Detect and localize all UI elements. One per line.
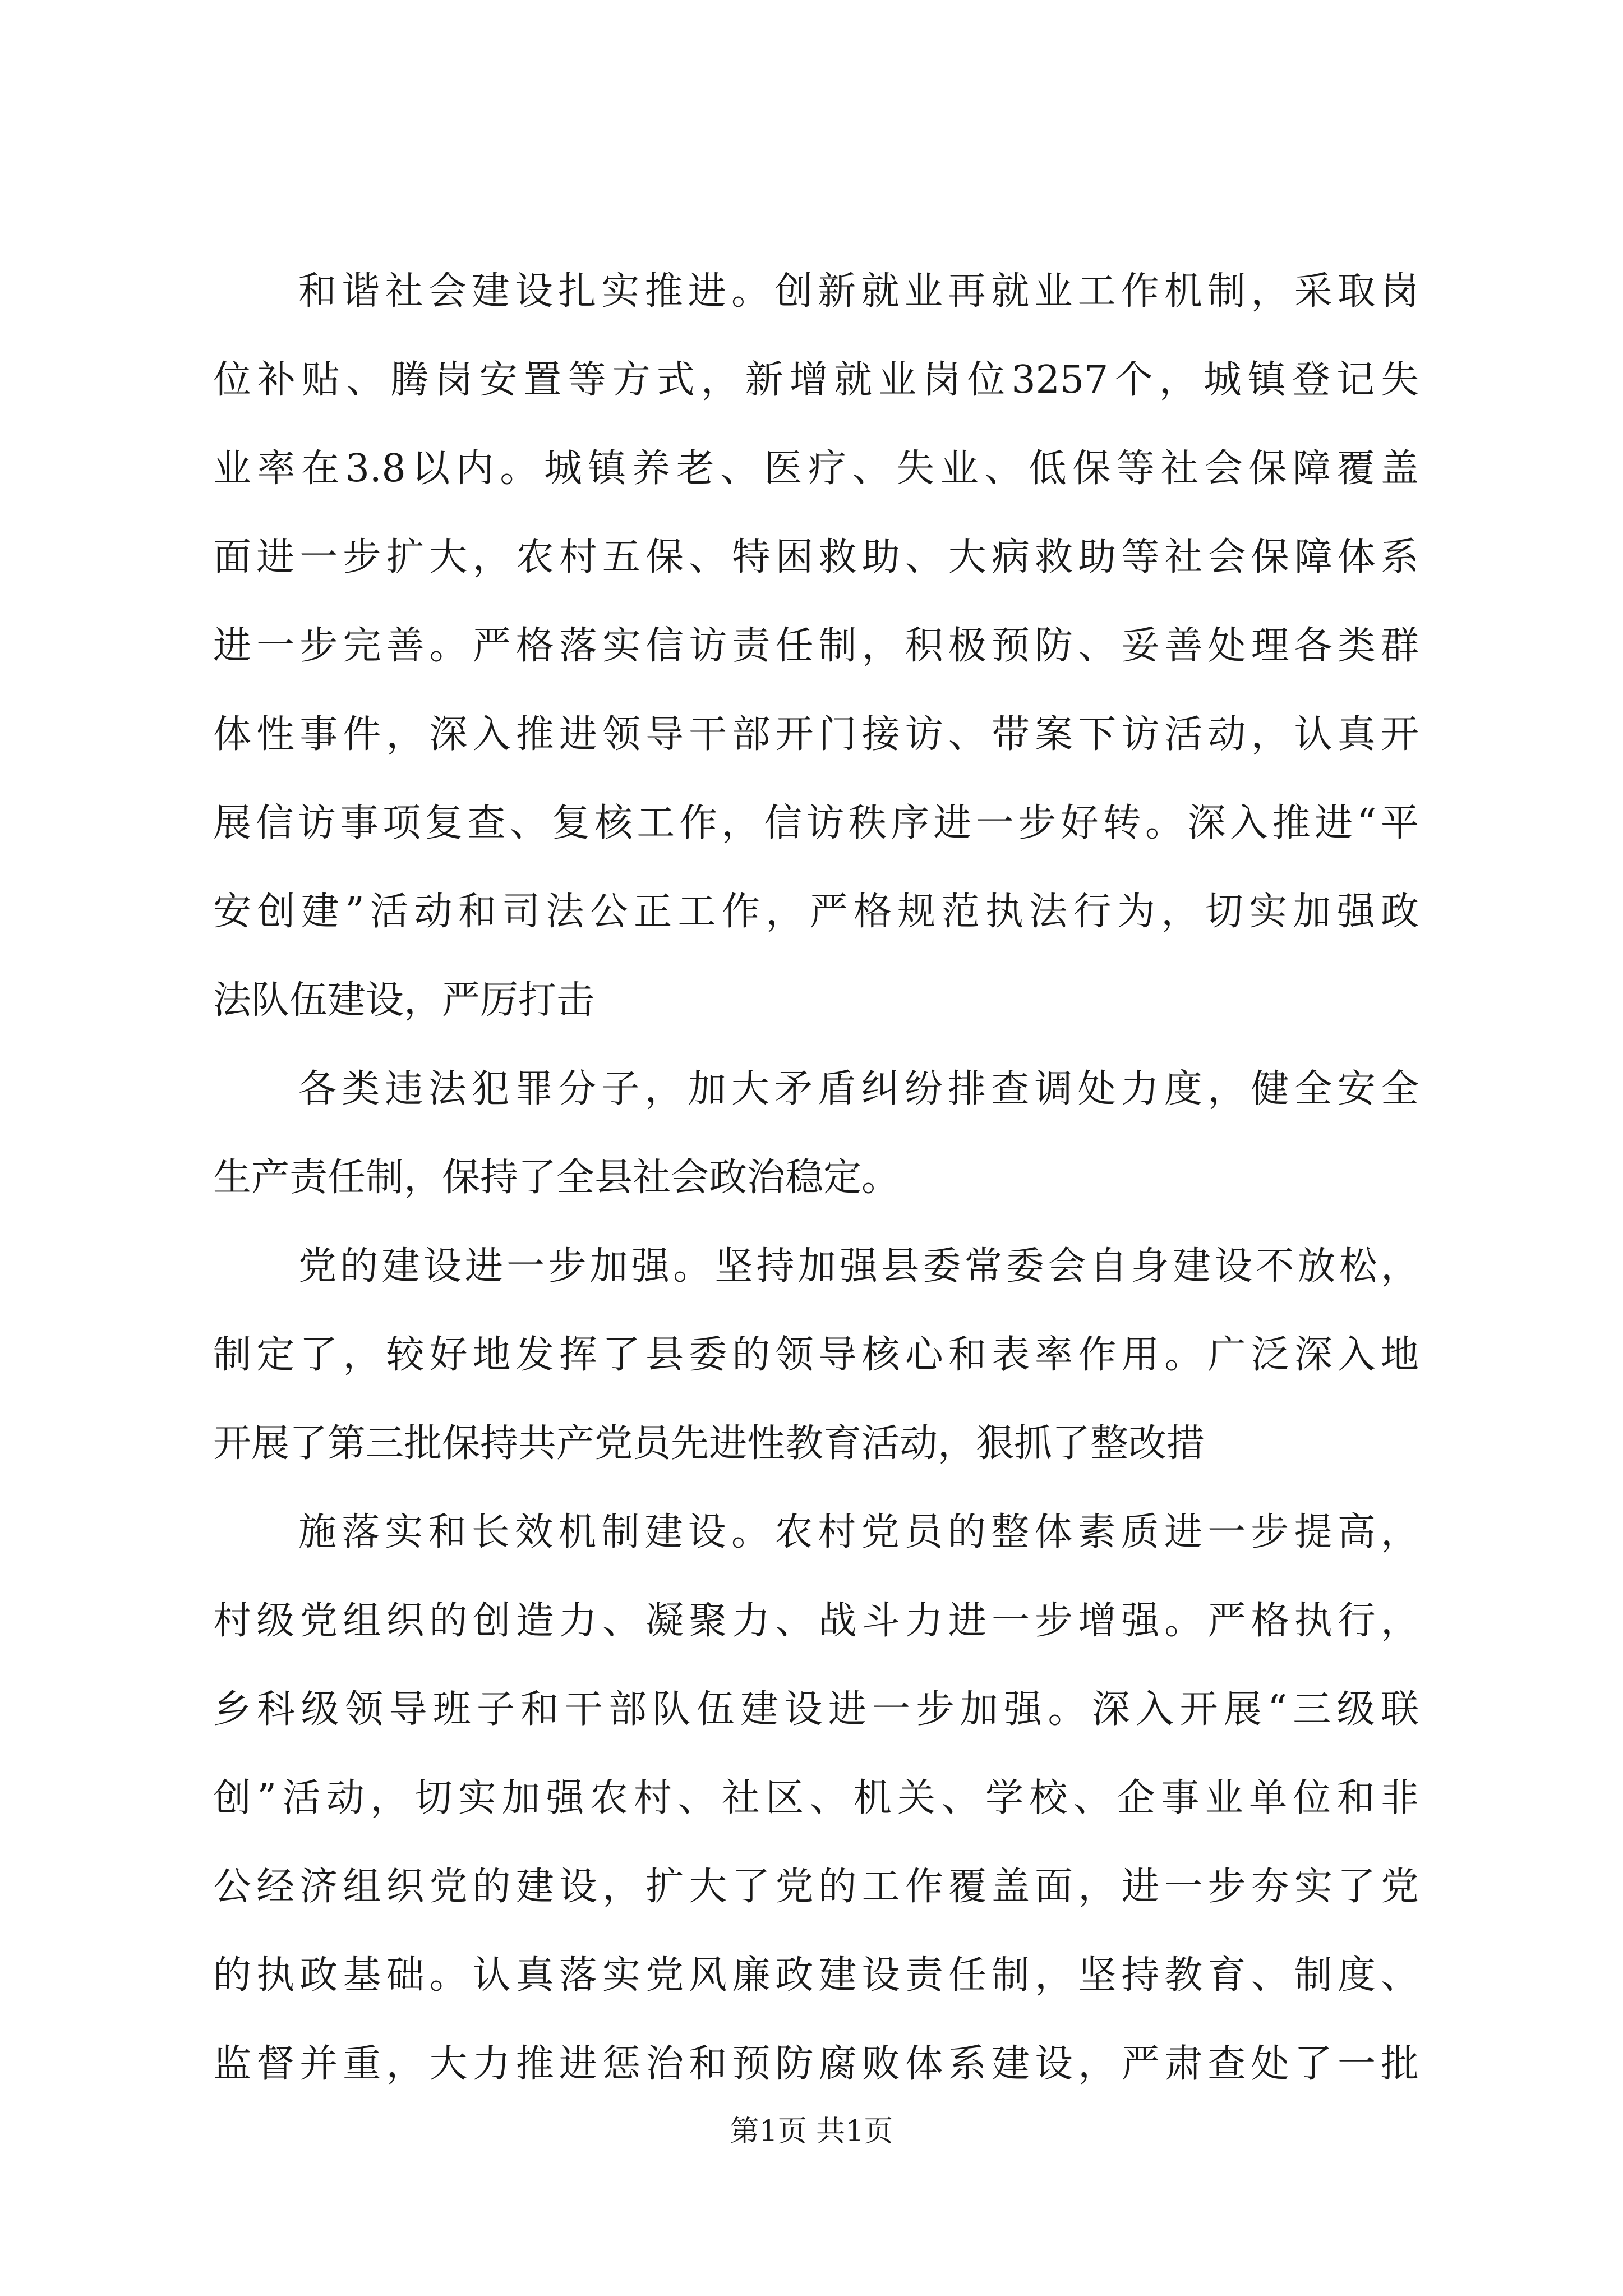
- text-line: 村级党组织的创造力、凝聚力、战斗力进一步增强。严格执行，: [213, 1599, 1419, 1643]
- text-line: 施落实和长效机制建设。农村党员的整体素质进一步提高，: [298, 1510, 1419, 1554]
- text-line: 面进一步扩大，农村五保、特困救助、大病救助等社会保障体系: [213, 535, 1419, 579]
- text-line: 各类违法犯罪分子，加大矛盾纠纷排查调处力度，健全安全: [298, 1067, 1419, 1111]
- text-line: 生产责任制，保持了全县社会政治稳定。: [213, 1156, 900, 1200]
- text-line: 党的建设进一步加强。坚持加强县委常委会自身建设不放松，: [298, 1244, 1419, 1289]
- text-line: 体性事件，深入推进领导干部开门接访、带案下访活动，认真开: [213, 712, 1419, 757]
- text-line: 业率在3.8以内。城镇养老、医疗、失业、低保等社会保障覆盖: [213, 447, 1419, 491]
- text-line: 乡科级领导班子和干部队伍建设进一步加强。深入开展“三级联: [213, 1687, 1419, 1732]
- text-line: 进一步完善。严格落实信访责任制，积极预防、妥善处理各类群: [213, 624, 1419, 668]
- text-line: 制定了，较好地发挥了县委的领导核心和表率作用。广泛深入地: [213, 1333, 1419, 1377]
- text-line: 的执政基础。认真落实党风廉政建设责任制，坚持教育、制度、: [213, 1953, 1419, 1998]
- text-line: 公经济组织党的建设，扩大了党的工作覆盖面，进一步夯实了党: [213, 1865, 1419, 1909]
- text-line: 监督并重，大力推进惩治和预防腐败体系建设，严肃查处了一批: [213, 2042, 1419, 2086]
- text-line: 创”活动，切实加强农村、社区、机关、学校、企事业单位和非: [213, 1776, 1419, 1820]
- text-line: 安创建”活动和司法公正工作，严格规范执法行为，切实加强政: [213, 890, 1419, 934]
- text-line: 展信访事项复查、复核工作，信访秩序进一步好转。深入推进“平: [213, 801, 1419, 845]
- page-footer: 第1页 共1页: [730, 2115, 893, 2148]
- text-line: 和谐社会建设扎实推进。创新就业再就业工作机制，采取岗: [298, 269, 1419, 314]
- text-line: 法队伍建设，严厉打击: [213, 978, 595, 1023]
- text-line: 位补贴、腾岗安置等方式，新增就业岗位3257个，城镇登记失: [213, 358, 1419, 402]
- text-line: 开展了第三批保持共产党员先进性教育活动，狠抓了整改措: [213, 1421, 1205, 1466]
